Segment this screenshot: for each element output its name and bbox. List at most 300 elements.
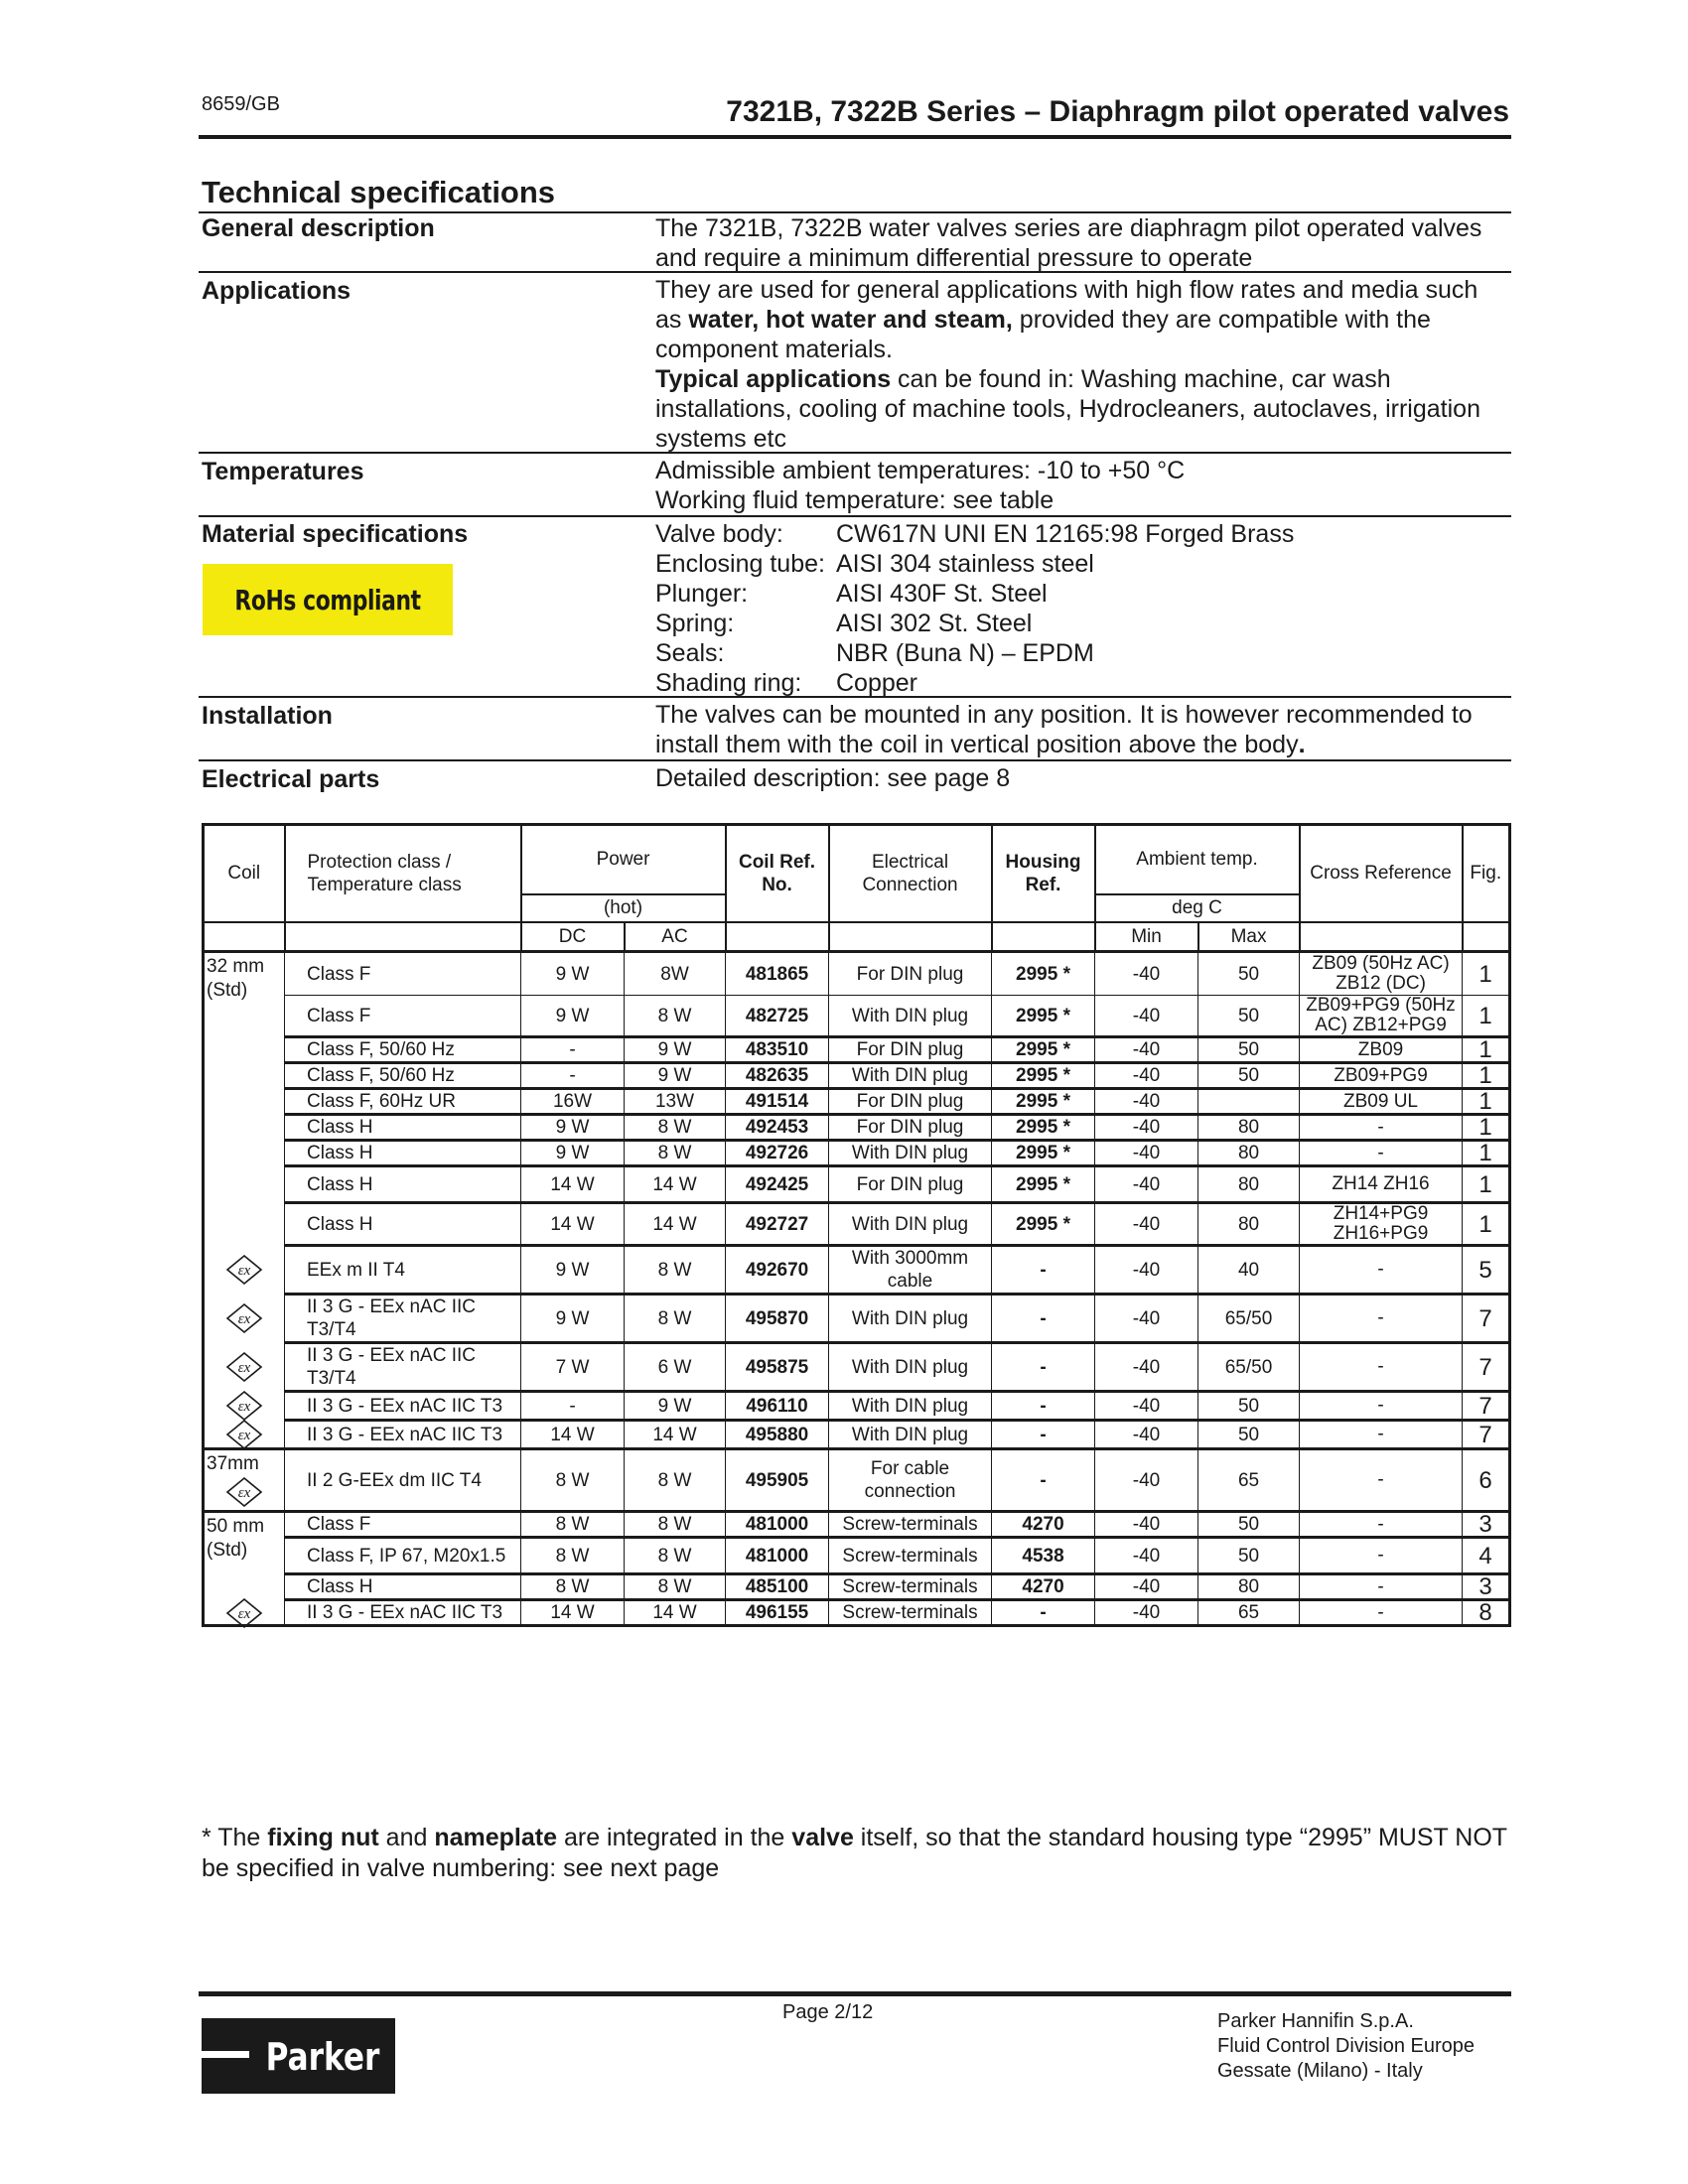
cell-max: 50	[1198, 1037, 1300, 1063]
cell-dc: -	[521, 1037, 625, 1063]
coil-size-label: 50 mm	[207, 1516, 265, 1537]
header-coil: Coil	[204, 825, 285, 922]
footnote	[202, 1823, 1514, 1884]
header-dc: DC	[521, 922, 625, 952]
rohs-text: RoHs compliant	[234, 583, 421, 616]
cell-ref: 495905	[726, 1449, 829, 1512]
section-title: Technical specifications	[202, 175, 556, 209]
cell-dc: 8 W	[521, 1538, 625, 1574]
cell-cross: ZB09+PG9 (50Hz AC) ZB12+PG9	[1300, 996, 1463, 1037]
cell-cross: -	[1300, 1512, 1463, 1538]
cell-ac: 14 W	[625, 1203, 726, 1246]
header-empty	[992, 922, 1095, 952]
cell-ac: 13W	[625, 1089, 726, 1115]
coil-table-body	[204, 952, 1510, 1626]
material-item	[655, 519, 1509, 549]
cell-conn: For cable connection	[829, 1449, 992, 1512]
cell-min: -40	[1095, 1166, 1198, 1203]
cell-protection: Class F	[285, 996, 521, 1037]
cell-protection: EEx m II T4	[285, 1246, 521, 1295]
cell-protection: II 3 G - EEx nAC IIC T3/T4	[285, 1343, 521, 1392]
cell-cross: -	[1300, 1449, 1463, 1512]
cell-min: -40	[1095, 1343, 1198, 1392]
cell-fig: 7	[1463, 1295, 1510, 1343]
logo-stripe	[202, 2051, 249, 2058]
cell-dc: 8 W	[521, 1449, 625, 1512]
cell-max: 40	[1198, 1246, 1300, 1295]
cell-dc: -	[521, 1392, 625, 1421]
cell-housing: -	[992, 1449, 1095, 1512]
atex-ex-icon	[224, 1254, 264, 1286]
cell-min: -40	[1095, 1141, 1198, 1166]
cell-protection: II 2 G-EEx dm IIC T4	[285, 1449, 521, 1512]
applications-text: They are used for general applications with high flow rates and media such as	[655, 276, 1478, 334]
cell-fig: 4	[1463, 1538, 1510, 1574]
cell-cross: -	[1300, 1246, 1463, 1295]
footnote-bold: valve	[791, 1824, 854, 1851]
coil-size-label: (Std)	[207, 980, 248, 1001]
cell-ref: 485100	[726, 1574, 829, 1600]
cell-protection: Class H	[285, 1203, 521, 1246]
coil-size-cell	[204, 1449, 285, 1512]
cell-max: 80	[1198, 1166, 1300, 1203]
coil-size-label: 37mm	[207, 1453, 259, 1474]
cell-protection: Class F	[285, 952, 521, 996]
material-value: Copper	[836, 669, 917, 697]
cell-max: 80	[1198, 1115, 1300, 1141]
cell-fig: 1	[1463, 1141, 1510, 1166]
svg-text:εx: εx	[237, 1605, 251, 1622]
cell-fig: 3	[1463, 1574, 1510, 1600]
cell-housing: 4538	[992, 1538, 1095, 1574]
cell-min: -40	[1095, 1089, 1198, 1115]
cell-fig: 6	[1463, 1449, 1510, 1512]
table-row	[204, 1037, 1510, 1063]
cell-dc: 8 W	[521, 1574, 625, 1600]
table-row	[204, 1449, 1510, 1512]
cell-protection: Class F, IP 67, M20x1.5	[285, 1538, 521, 1574]
installation-text: The valves can be mounted in any position. It is however recommended to install them with the coil in vertical position above the body	[655, 701, 1473, 758]
atex-ex-icon	[224, 1302, 264, 1334]
cell-min: -40	[1095, 1449, 1198, 1512]
cell-dc: 14 W	[521, 1600, 625, 1626]
cell-conn: With DIN plug	[829, 1141, 992, 1166]
cell-fig: 1	[1463, 1063, 1510, 1089]
cell-ac: 9 W	[625, 1037, 726, 1063]
cell-conn: Screw-terminals	[829, 1538, 992, 1574]
material-key: Spring:	[655, 610, 735, 637]
cell-housing: 2995 *	[992, 1166, 1095, 1203]
table-row	[204, 1343, 1510, 1392]
cell-min: -40	[1095, 1421, 1198, 1449]
cell-min: -40	[1095, 1246, 1198, 1295]
header-housing: Housing Ref.	[992, 825, 1095, 922]
coil-size-label: 32 mm	[207, 956, 265, 977]
applications-text: provided they are compatible with the component materials.	[655, 306, 1431, 363]
spec-value-temperatures	[655, 456, 1509, 515]
cell-protection: Class F, 50/60 Hz	[285, 1037, 521, 1063]
cell-ac: 8 W	[625, 1512, 726, 1538]
footnote-text: itself, so that the standard housing type “2995” MUST NOT be specified in valve numbering: see next page	[202, 1824, 1507, 1882]
cell-max: 50	[1198, 1392, 1300, 1421]
cell-housing: 2995 *	[992, 952, 1095, 996]
cell-min: -40	[1095, 996, 1198, 1037]
cell-fig: 3	[1463, 1512, 1510, 1538]
cell-cross: -	[1300, 1141, 1463, 1166]
cell-protection: Class F, 50/60 Hz	[285, 1063, 521, 1089]
logo-text: Parker	[265, 2036, 380, 2080]
cell-min: -40	[1095, 1538, 1198, 1574]
table-row	[204, 1574, 1510, 1600]
cell-ac: 8 W	[625, 1295, 726, 1343]
cell-housing: 4270	[992, 1512, 1095, 1538]
table-row	[204, 1538, 1510, 1574]
material-item	[655, 579, 1509, 609]
cell-dc: -	[521, 1063, 625, 1089]
cell-min: -40	[1095, 1203, 1198, 1246]
cell-ref: 481865	[726, 952, 829, 996]
cell-housing: -	[992, 1421, 1095, 1449]
cell-cross: -	[1300, 1538, 1463, 1574]
svg-text:εx: εx	[237, 1399, 251, 1415]
cell-conn: For DIN plug	[829, 1115, 992, 1141]
cell-protection: Class F, 60Hz UR	[285, 1089, 521, 1115]
cell-ac: 8 W	[625, 1115, 726, 1141]
material-value: CW617N UNI EN 12165:98 Forged Brass	[836, 520, 1295, 548]
cell-conn: With DIN plug	[829, 1295, 992, 1343]
footnote-text: are integrated in the	[557, 1824, 792, 1851]
cell-housing: 2995 *	[992, 1037, 1095, 1063]
document-code: 8659/GB	[202, 93, 280, 115]
cell-cross: -	[1300, 1421, 1463, 1449]
cell-max: 65	[1198, 1449, 1300, 1512]
header-rule	[199, 135, 1511, 139]
cell-cross: -	[1300, 1392, 1463, 1421]
document-title: 7321B, 7322B Series – Diaphragm pilot operated valves	[726, 95, 1509, 128]
company-division: Fluid Control Division Europe	[1217, 2035, 1476, 2057]
cell-cross: ZH14 ZH16	[1300, 1166, 1463, 1203]
header-fig: Fig.	[1463, 825, 1510, 922]
svg-text:εx: εx	[237, 1263, 251, 1279]
cell-min: -40	[1095, 1574, 1198, 1600]
table-row	[204, 1203, 1510, 1246]
spec-rule	[199, 515, 1511, 517]
material-key: Seals:	[655, 639, 725, 667]
cell-ac: 6 W	[625, 1343, 726, 1392]
cell-ref: 481000	[726, 1512, 829, 1538]
table-row	[204, 1089, 1510, 1115]
cell-housing: 2995 *	[992, 1115, 1095, 1141]
ex-icon-wrap	[207, 1476, 282, 1508]
cell-ac: 8 W	[625, 1574, 726, 1600]
atex-ex-icon	[224, 1390, 264, 1422]
rohs-badge	[203, 564, 453, 635]
spec-label-general: General description	[202, 214, 435, 242]
svg-text:εx: εx	[237, 1360, 251, 1376]
header-empty	[726, 922, 829, 952]
cell-conn: With DIN plug	[829, 1343, 992, 1392]
spec-value-electrical: Detailed description: see page 8	[655, 764, 1011, 792]
header-empty	[1300, 922, 1463, 952]
cell-housing: -	[992, 1392, 1095, 1421]
coil-size-label: (Std)	[207, 1540, 248, 1561]
header-empty	[285, 922, 521, 952]
material-value: NBR (Buna N) – EPDM	[836, 639, 1094, 667]
material-value: AISI 302 St. Steel	[836, 610, 1033, 637]
cell-max: 65	[1198, 1600, 1300, 1626]
table-row	[204, 952, 1510, 996]
cell-max: 50	[1198, 1063, 1300, 1089]
table-row	[204, 1295, 1510, 1343]
temperature-fluid: Working fluid temperature: see table	[655, 486, 1055, 514]
cell-ref: 495875	[726, 1343, 829, 1392]
cell-protection: Class H	[285, 1141, 521, 1166]
spec-label-installation: Installation	[202, 702, 333, 730]
cell-conn: For DIN plug	[829, 1037, 992, 1063]
spec-value-materials	[655, 519, 1509, 698]
spec-label-temperatures: Temperatures	[202, 458, 364, 485]
cell-protection: Class H	[285, 1574, 521, 1600]
cell-ac: 9 W	[625, 1063, 726, 1089]
cell-conn: With DIN plug	[829, 1392, 992, 1421]
cell-protection: Class F	[285, 1512, 521, 1538]
cell-dc: 8 W	[521, 1512, 625, 1538]
cell-ref: 481000	[726, 1538, 829, 1574]
header-power-sub: (hot)	[521, 894, 726, 922]
cell-min: -40	[1095, 1115, 1198, 1141]
cell-cross: ZB09+PG9	[1300, 1063, 1463, 1089]
cell-ac: 8 W	[625, 1449, 726, 1512]
cell-dc: 9 W	[521, 996, 625, 1037]
cell-fig: 5	[1463, 1246, 1510, 1295]
cell-ac: 8W	[625, 952, 726, 996]
cell-housing: 2995 *	[992, 1203, 1095, 1246]
table-row	[204, 1392, 1510, 1421]
spec-rule	[199, 759, 1511, 761]
typical-applications-text: can be found in: Washing machine, car wash installations, cooling of machine tools, Hydrocleaners, autoclaves, irrigation systems etc	[655, 365, 1480, 453]
company-location: Gessate (Milano) - Italy	[1217, 2060, 1423, 2082]
cell-conn: Screw-terminals	[829, 1512, 992, 1538]
header-protection: Protection class / Temperature class	[285, 825, 521, 922]
cell-ref: 492670	[726, 1246, 829, 1295]
cell-ref: 495880	[726, 1421, 829, 1449]
cell-ac: 9 W	[625, 1392, 726, 1421]
footnote-text: and	[378, 1824, 435, 1851]
footnote-bold: fixing nut	[267, 1824, 379, 1851]
cell-max	[1198, 1089, 1300, 1115]
cell-ref: 492726	[726, 1141, 829, 1166]
cell-min: -40	[1095, 1063, 1198, 1089]
cell-max: 50	[1198, 1421, 1300, 1449]
header-power: Power	[521, 825, 726, 894]
cell-max: 65/50	[1198, 1343, 1300, 1392]
spec-value-installation	[655, 700, 1509, 759]
table-row	[204, 1600, 1510, 1626]
spec-label-electrical: Electrical parts	[202, 765, 380, 793]
cell-ac: 8 W	[625, 1538, 726, 1574]
installation-period: .	[1298, 731, 1306, 758]
cell-dc: 7 W	[521, 1343, 625, 1392]
header-empty	[204, 922, 285, 952]
table-row	[204, 1141, 1510, 1166]
material-key: Enclosing tube:	[655, 550, 825, 578]
footnote-bold: nameplate	[434, 1824, 558, 1851]
svg-text:εx: εx	[237, 1428, 251, 1443]
cell-dc: 9 W	[521, 952, 625, 996]
cell-max: 50	[1198, 1538, 1300, 1574]
cell-protection: Class H	[285, 1166, 521, 1203]
footnote-text: * The	[202, 1824, 268, 1851]
cell-ac: 8 W	[625, 1141, 726, 1166]
header-cross-reference: Cross Reference	[1300, 825, 1463, 922]
cell-protection: II 3 G - EEx nAC IIC T3	[285, 1392, 521, 1421]
cell-conn: For DIN plug	[829, 1089, 992, 1115]
cell-fig: 7	[1463, 1421, 1510, 1449]
cell-min: -40	[1095, 1295, 1198, 1343]
cell-conn: With DIN plug	[829, 1063, 992, 1089]
header-coil-ref: Coil Ref. No.	[726, 825, 829, 922]
cell-fig: 1	[1463, 952, 1510, 996]
material-key: Plunger:	[655, 580, 749, 608]
cell-dc: 9 W	[521, 1115, 625, 1141]
cell-housing: 4270	[992, 1574, 1095, 1600]
cell-max: 50	[1198, 1512, 1300, 1538]
cell-ref: 492425	[726, 1166, 829, 1203]
spec-value-applications	[655, 275, 1509, 454]
cell-conn: With 3000mm cable	[829, 1246, 992, 1295]
header-min: Min	[1095, 922, 1198, 952]
cell-fig: 1	[1463, 1037, 1510, 1063]
cell-housing: -	[992, 1600, 1095, 1626]
cell-protection: II 3 G - EEx nAC IIC T3/T4	[285, 1295, 521, 1343]
cell-ac: 14 W	[625, 1421, 726, 1449]
cell-conn: Screw-terminals	[829, 1574, 992, 1600]
cell-max: 80	[1198, 1574, 1300, 1600]
cell-fig: 7	[1463, 1343, 1510, 1392]
cell-dc: 9 W	[521, 1141, 625, 1166]
atex-ex-icon	[224, 1476, 264, 1508]
header-empty	[829, 922, 992, 952]
svg-text:εx: εx	[237, 1311, 251, 1327]
cell-conn: For DIN plug	[829, 952, 992, 996]
cell-housing: -	[992, 1343, 1095, 1392]
header-empty	[1463, 922, 1510, 952]
cell-conn: For DIN plug	[829, 1166, 992, 1203]
cell-max: 80	[1198, 1141, 1300, 1166]
atex-ex-icon	[224, 1419, 264, 1450]
cell-min: -40	[1095, 952, 1198, 996]
spec-value-general: The 7321B, 7322B water valves series are diaphragm pilot operated valves and require a minimum differential pressure to operate	[655, 214, 1482, 272]
cell-fig: 8	[1463, 1600, 1510, 1626]
cell-cross: -	[1300, 1600, 1463, 1626]
company-address	[1217, 2009, 1475, 2084]
cell-ref: 492453	[726, 1115, 829, 1141]
table-row	[204, 996, 1510, 1037]
cell-max: 80	[1198, 1203, 1300, 1246]
material-item	[655, 549, 1509, 579]
cell-dc: 14 W	[521, 1203, 625, 1246]
cell-ac: 14 W	[625, 1600, 726, 1626]
cell-conn: With DIN plug	[829, 1203, 992, 1246]
cell-ref: 482725	[726, 996, 829, 1037]
cell-cross: ZB09 (50Hz AC) ZB12 (DC)	[1300, 952, 1463, 996]
cell-cross: ZH14+PG9 ZH16+PG9	[1300, 1203, 1463, 1246]
cell-fig: 1	[1463, 1203, 1510, 1246]
typical-applications-label: Typical applications	[655, 365, 892, 393]
cell-ac: 14 W	[625, 1166, 726, 1203]
table-row	[204, 1246, 1510, 1295]
footer-rule	[199, 1991, 1511, 1996]
table-row	[204, 1115, 1510, 1141]
ex-label: εx	[237, 1485, 251, 1501]
cell-ac: 8 W	[625, 1246, 726, 1295]
cell-max: 65/50	[1198, 1295, 1300, 1343]
cell-dc: 9 W	[521, 1295, 625, 1343]
table-row	[204, 1166, 1510, 1203]
cell-ac: 8 W	[625, 996, 726, 1037]
material-key: Shading ring:	[655, 669, 802, 697]
header-ambient-sub: deg C	[1095, 894, 1300, 922]
atex-ex-icon	[224, 1597, 264, 1629]
cell-ref: 483510	[726, 1037, 829, 1063]
cell-cross: ZB09 UL	[1300, 1089, 1463, 1115]
cell-housing: 2995 *	[992, 1141, 1095, 1166]
cell-housing: 2995 *	[992, 1089, 1095, 1115]
parker-logo	[202, 2018, 395, 2094]
cell-ref: 492727	[726, 1203, 829, 1246]
cell-ref: 496155	[726, 1600, 829, 1626]
material-key: Valve body:	[655, 520, 783, 548]
cell-cross: -	[1300, 1574, 1463, 1600]
header-max: Max	[1198, 922, 1300, 952]
material-item	[655, 638, 1509, 668]
cell-max: 50	[1198, 952, 1300, 996]
cell-fig: 7	[1463, 1392, 1510, 1421]
cell-fig: 1	[1463, 996, 1510, 1037]
cell-ref: 495870	[726, 1295, 829, 1343]
cell-min: -40	[1095, 1600, 1198, 1626]
table-row	[204, 1512, 1510, 1538]
header-ambient: Ambient temp.	[1095, 825, 1300, 894]
header-electrical: Electrical Connection	[829, 825, 992, 922]
applications-media: water, hot water and steam,	[688, 306, 1013, 334]
cell-dc: 9 W	[521, 1246, 625, 1295]
cell-housing: 2995 *	[992, 996, 1095, 1037]
cell-ref: 491514	[726, 1089, 829, 1115]
cell-housing: -	[992, 1246, 1095, 1295]
material-value: AISI 304 stainless steel	[836, 550, 1094, 578]
material-item	[655, 609, 1509, 638]
cell-conn: Screw-terminals	[829, 1600, 992, 1626]
cell-fig: 1	[1463, 1089, 1510, 1115]
cell-housing: 2995 *	[992, 1063, 1095, 1089]
material-item	[655, 668, 1509, 698]
cell-housing: -	[992, 1295, 1095, 1343]
cell-dc: 14 W	[521, 1166, 625, 1203]
cell-fig: 1	[1463, 1115, 1510, 1141]
cell-conn: With DIN plug	[829, 1421, 992, 1449]
cell-conn: With DIN plug	[829, 996, 992, 1037]
temperature-ambient: Admissible ambient temperatures: -10 to +50 °C	[655, 457, 1186, 484]
cell-cross: ZB09	[1300, 1037, 1463, 1063]
cell-fig: 1	[1463, 1166, 1510, 1203]
cell-ref: 482635	[726, 1063, 829, 1089]
spec-label-materials: Material specifications	[202, 520, 469, 548]
cell-dc: 14 W	[521, 1421, 625, 1449]
header-ac: AC	[625, 922, 726, 952]
cell-min: -40	[1095, 1037, 1198, 1063]
cell-cross: -	[1300, 1115, 1463, 1141]
